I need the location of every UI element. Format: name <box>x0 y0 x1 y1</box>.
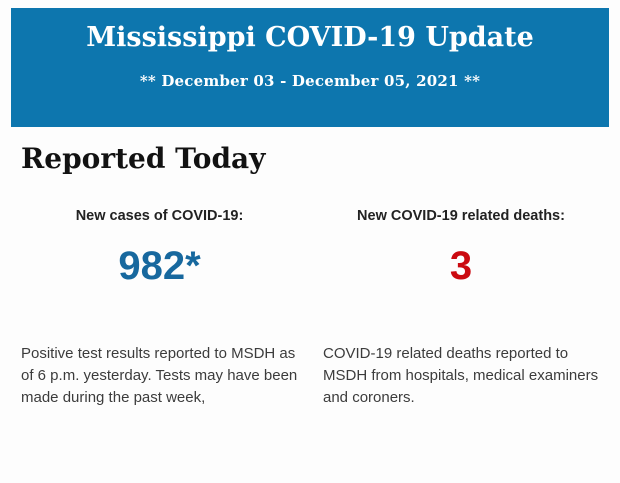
stat-new-cases <box>21 208 310 409</box>
date-range-subtitle: ** December 03 - December 05, 2021 ** <box>139 72 481 90</box>
header-banner <box>11 8 609 127</box>
section-title: Reported Today <box>21 142 266 175</box>
new-cases-description: Positive test results reported to MSDH as of 6 p.m. yesterday. Tests may have been made during the past week, <box>21 345 298 406</box>
new-cases-label: New cases of COVID-19: <box>75 208 244 224</box>
new-cases-value: 982* <box>118 244 201 288</box>
main-content <box>0 142 620 409</box>
new-deaths-description: COVID-19 related deaths reported to MSDH from hospitals, medical examiners and coroners. <box>323 345 599 406</box>
page-title: Mississippi COVID-19 Update <box>86 22 534 53</box>
new-deaths-value: 3 <box>449 244 473 288</box>
stats-row <box>21 208 599 409</box>
new-deaths-label: New COVID-19 related deaths: <box>357 208 565 224</box>
stat-new-deaths <box>310 208 599 409</box>
